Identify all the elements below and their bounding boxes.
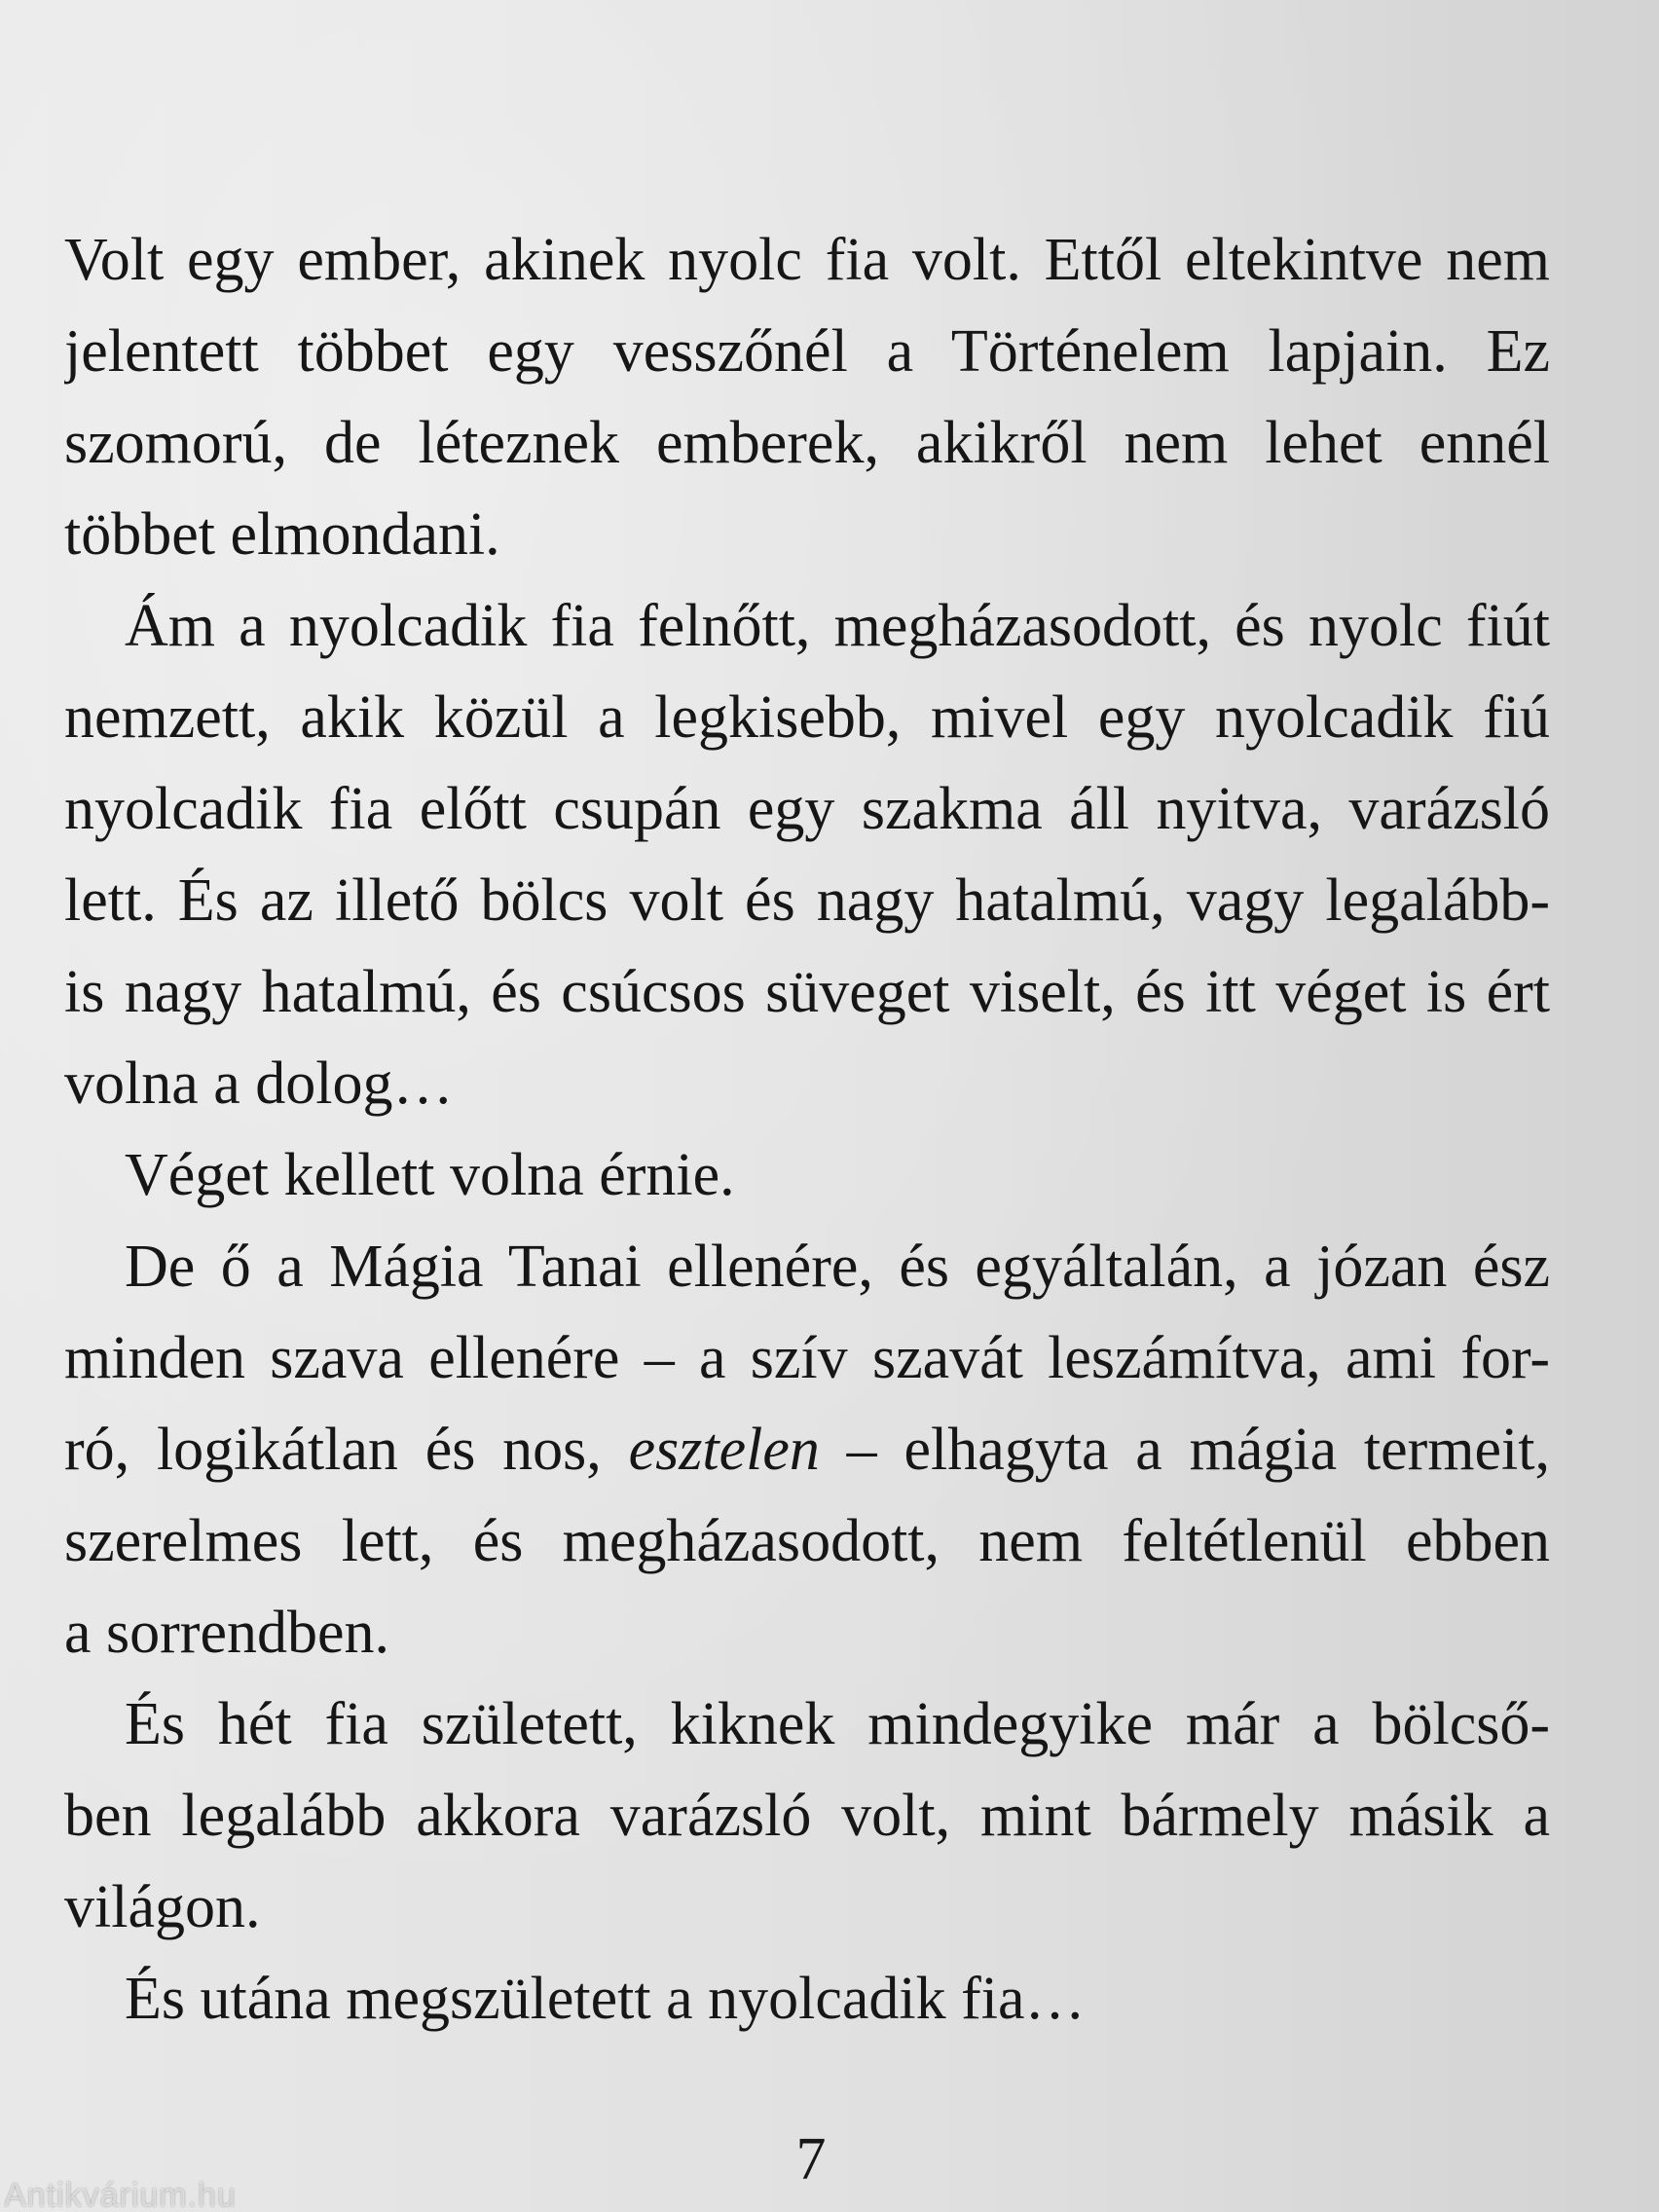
paragraph-3: [64, 1129, 1550, 1221]
paragraph-6: [64, 1953, 1550, 2045]
page-number: 7: [795, 2126, 827, 2193]
text-line: is nagy hatalmú, és csúcsos süveget viselt, és itt véget is ért: [64, 959, 1550, 1025]
text-line: nemzett, akik közül a legkisebb, mivel egy nyolcadik fiú: [64, 684, 1550, 751]
text-line: nyolcadik fia előtt csupán egy szakma áll nyitva, varázsló: [64, 776, 1550, 842]
italic-word: esztelen: [628, 1417, 820, 1483]
text-segment: – elhagyta a mágia termeit,: [819, 1417, 1550, 1483]
text-line: [64, 1404, 1550, 1495]
paragraph-5: [64, 1678, 1550, 1953]
text-line: szerelmes lett, és megházasodott, nem feltétlenül ebben: [64, 1508, 1550, 1574]
text-line: minden szava ellenére – a szív szavát leszámítva, ami for-: [64, 1325, 1550, 1391]
text-line: volna a dolog…: [64, 1051, 454, 1117]
text-line: világon.: [64, 1874, 261, 1940]
text-line: ben legalább akkora varázsló volt, mint bármely másik a: [64, 1783, 1550, 1849]
paragraph-1: [64, 214, 1550, 580]
text-line: És hét fia született, kiknek mindegyike már a bölcső-: [125, 1691, 1550, 1757]
text-line: a sorrendben.: [64, 1600, 389, 1666]
text-line: többet elmondani.: [64, 501, 500, 568]
text-segment: ró, logikátlan és nos,: [64, 1417, 629, 1483]
text-line: Volt egy ember, akinek nyolc fia volt. Ettől eltekintve nem: [64, 227, 1550, 293]
text-line: lett. És az illető bölcs volt és nagy hatalmú, vagy legalább-: [64, 867, 1550, 934]
paragraph-2: [64, 580, 1550, 1129]
text-line: Véget kellett volna érnie.: [125, 1142, 735, 1208]
text-block: [64, 214, 1550, 2045]
text-line: És utána megszületett a nyolcadik fia…: [125, 1966, 1086, 2032]
watermark: Antikvárium.hu: [4, 2179, 237, 2212]
text-line: jelentett többet egy vesszőnél a Történelem lapjain. Ez: [64, 318, 1550, 385]
paragraph-4: [64, 1221, 1550, 1678]
text-line: De ő a Mágia Tanai ellenére, és egyáltalán, a józan ész: [125, 1234, 1550, 1300]
text-line: szomorú, de léteznek emberek, akikről nem lehet ennél: [64, 410, 1550, 476]
text-line: Ám a nyolcadik fia felnőtt, megházasodott, és nyolc fiút: [125, 593, 1550, 659]
